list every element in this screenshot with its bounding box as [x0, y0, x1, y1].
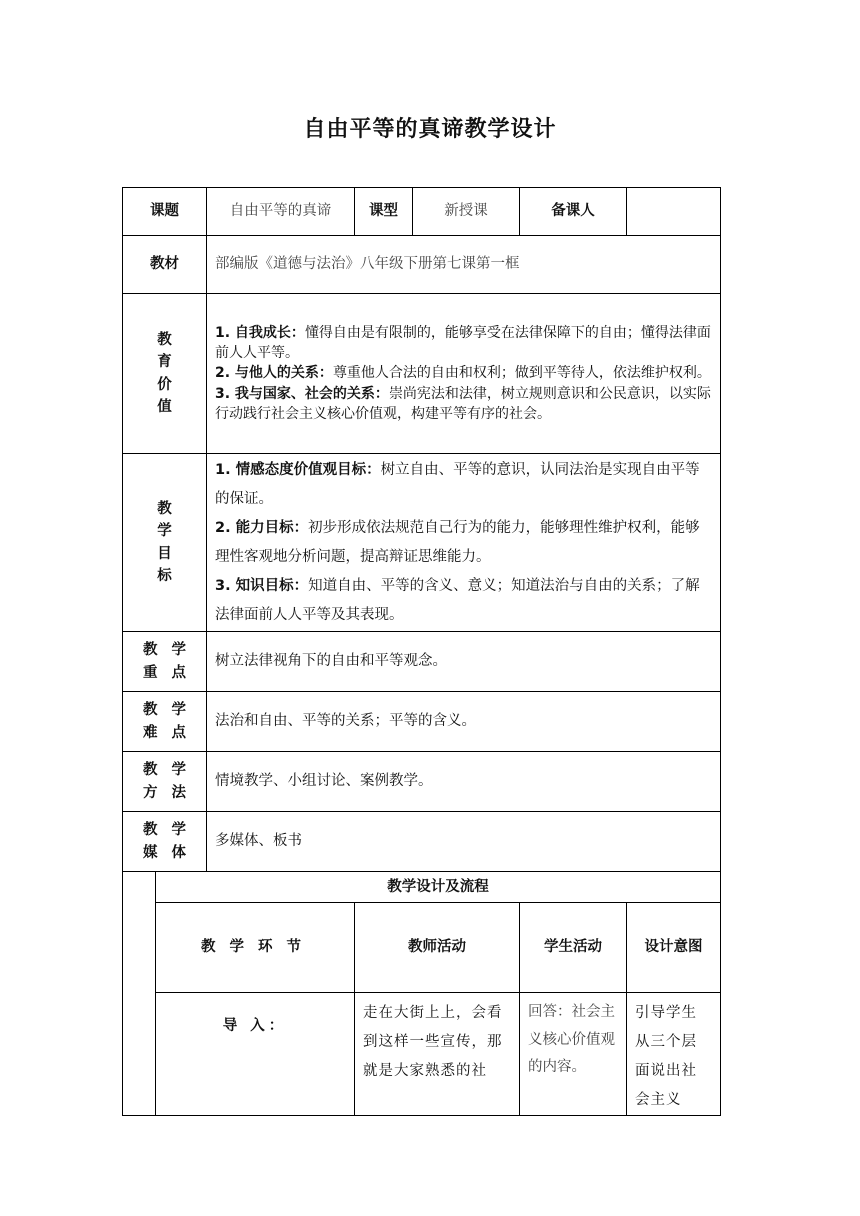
- process-intent: 引导学生从三个层面说出社会主义: [627, 993, 721, 1116]
- goal-item: 3. 知识目标：知道自由、平等的含义、意义；知道法治与自由的关系；了解法律面前人人平等及其表现。: [215, 577, 700, 623]
- key-point-label: 教学重点: [123, 632, 207, 692]
- media-label: 教学媒体: [123, 812, 207, 872]
- page-title: 自由平等的真谛教学设计: [303, 117, 557, 142]
- process-title-row: [123, 872, 721, 903]
- topic-value: 自由平等的真谛: [207, 188, 355, 236]
- process-teacher: 走在大街上上，会看到这样一些宣传，那就是大家熟悉的社: [355, 993, 520, 1116]
- process-header-row: [123, 903, 721, 993]
- process-title: 教学设计及流程: [156, 872, 721, 903]
- key-point-row: [123, 632, 721, 692]
- method-value: 情境教学、小组讨论、案例教学。: [207, 752, 721, 812]
- material-row: [123, 236, 721, 294]
- value-item: 2. 与他人的关系：尊重他人合法的自由和权利；做到平等待人，依法维护权利。: [215, 365, 711, 382]
- value-content: [207, 294, 721, 454]
- method-label: 教学方法: [123, 752, 207, 812]
- topic-row: [123, 188, 721, 236]
- value-item: 1. 自我成长：懂得自由是有限制的，能够享受在法律保障下的自由；懂得法律面前人人平等。: [215, 324, 711, 362]
- type-label: 课型: [355, 188, 413, 236]
- difficulty-value: 法治和自由、平等的关系；平等的含义。: [207, 692, 721, 752]
- preparer-label: 备课人: [520, 188, 627, 236]
- method-row: [123, 752, 721, 812]
- goals-label: 教 学 目 标: [123, 454, 207, 632]
- material-label: 教材: [123, 236, 207, 294]
- value-label: 教 育 价 值: [123, 294, 207, 454]
- material-value: 部编版《道德与法治》八年级下册第七课第一框: [207, 236, 721, 294]
- student-header: 学生活动: [520, 903, 627, 993]
- goals-content: [207, 454, 721, 632]
- media-row: [123, 812, 721, 872]
- process-left-gutter: [123, 872, 156, 1116]
- teacher-header: 教师活动: [355, 903, 520, 993]
- process-stage: 导 入：: [156, 993, 355, 1116]
- process-row: [123, 993, 721, 1116]
- media-value: 多媒体、板书: [207, 812, 721, 872]
- difficulty-row: [123, 692, 721, 752]
- preparer-value: [627, 188, 721, 236]
- process-student: 回答：社会主义核心价值观的内容。: [520, 993, 627, 1116]
- lesson-plan-table: [122, 187, 721, 1116]
- type-value: 新授课: [413, 188, 520, 236]
- intent-header: 设计意图: [627, 903, 721, 993]
- key-point-value: 树立法律视角下的自由和平等观念。: [207, 632, 721, 692]
- goal-item: 2. 能力目标：初步形成依法规范自己行为的能力，能够理性维护权利，能够理性客观地分析问题，提高辩证思维能力。: [215, 519, 700, 565]
- stage-header: 教学环节: [156, 903, 355, 993]
- goal-item: 1. 情感态度价值观目标：树立自由、平等的意识，认同法治是实现自由平等的保证。: [215, 461, 700, 507]
- value-item: 3. 我与国家、社会的关系：崇尚宪法和法律，树立规则意识和公民意识，以实际行动践行社会主义核心价值观，构建平等有序的社会。: [215, 385, 711, 422]
- difficulty-label: 教学难点: [123, 692, 207, 752]
- goals-row: [123, 454, 721, 632]
- value-row: [123, 294, 721, 454]
- topic-label: 课题: [123, 188, 207, 236]
